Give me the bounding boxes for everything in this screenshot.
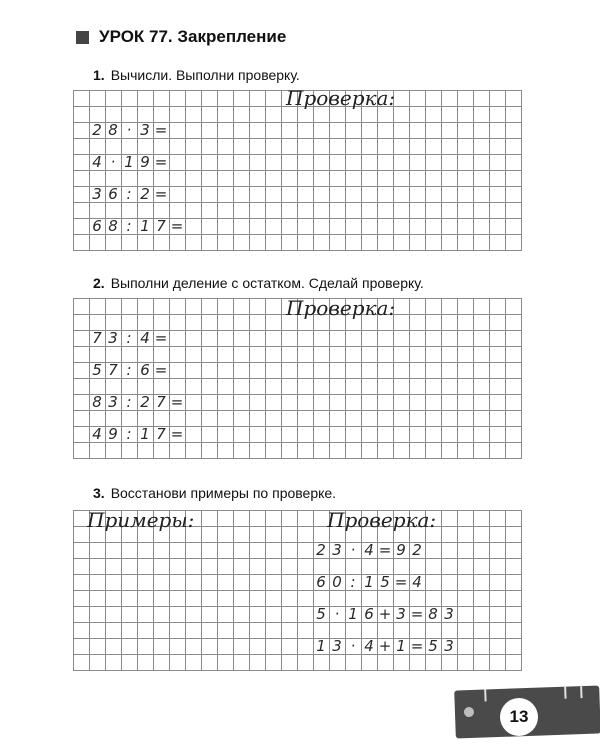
task-2-example-4 <box>89 426 185 442</box>
task-1-heading <box>93 67 300 83</box>
cell-char: 3 <box>444 637 454 655</box>
cell-char: 2 <box>140 393 150 411</box>
cell-char: = <box>410 637 424 655</box>
ruler-tick <box>580 686 582 698</box>
cell-char: 3 <box>332 541 342 559</box>
task-1-grid[interactable] <box>73 86 522 251</box>
task-2-example-1 <box>89 330 169 346</box>
cell-char: + <box>378 637 392 655</box>
cell-char: : <box>126 185 132 203</box>
cell-char: · <box>350 637 356 655</box>
task-2-example-2 <box>89 362 169 378</box>
cell-char: 4 <box>140 329 150 347</box>
cell-char: 9 <box>396 541 406 559</box>
cell-char: 8 <box>428 605 438 623</box>
cell-char: 5 <box>380 573 390 591</box>
cell-char: : <box>350 573 356 591</box>
task-3-number: 3. <box>93 485 105 501</box>
cell-char: 3 <box>332 637 342 655</box>
cell-char: 2 <box>92 121 102 139</box>
task-1-example-2 <box>89 154 169 170</box>
cell-char: = <box>170 425 184 443</box>
cell-char: : <box>126 425 132 443</box>
task-3-check-3 <box>313 606 457 622</box>
task-3-examples-label: Примеры: <box>87 508 195 532</box>
cell-char: 0 <box>332 573 342 591</box>
cell-char: 6 <box>316 573 326 591</box>
cell-char: 6 <box>140 361 150 379</box>
task-2-heading <box>93 275 424 291</box>
cell-char: 1 <box>140 217 150 235</box>
cell-char: 1 <box>124 153 134 171</box>
cell-char: 3 <box>444 605 454 623</box>
cell-char: 7 <box>92 329 102 347</box>
task-1-number: 1. <box>93 67 105 83</box>
cell-char: = <box>154 185 168 203</box>
cell-char: = <box>154 153 168 171</box>
task-2-check-label: Проверка: <box>286 296 396 320</box>
cell-char: · <box>350 541 356 559</box>
task-1-check-label: Проверка: <box>286 86 396 110</box>
task-3-instruction: Восстанови примеры по проверке. <box>110 485 337 501</box>
cell-char: = <box>154 361 168 379</box>
page-number <box>500 698 538 736</box>
cell-char: 4 <box>364 637 374 655</box>
cell-char: 2 <box>140 185 150 203</box>
cell-char: 4 <box>412 573 422 591</box>
task-2-instruction: Выполни деление с остатком. Сделай проверку. <box>110 275 424 291</box>
cell-char: 8 <box>108 121 118 139</box>
ruler-tick <box>564 687 566 699</box>
cell-char: = <box>394 573 408 591</box>
cell-char: = <box>154 121 168 139</box>
lesson-title <box>76 27 286 47</box>
cell-char: 3 <box>92 185 102 203</box>
cell-char: 8 <box>92 393 102 411</box>
cell-char: 5 <box>316 605 326 623</box>
cell-char: 7 <box>108 361 118 379</box>
task-1-instruction: Вычисли. Выполни проверку. <box>110 67 300 83</box>
cell-char: 3 <box>396 605 406 623</box>
cell-char: 3 <box>108 393 118 411</box>
cell-char: 1 <box>316 637 326 655</box>
cell-char: · <box>110 153 116 171</box>
task-1-example-1 <box>89 122 169 138</box>
page-number-text: 13 <box>509 707 529 726</box>
cell-char: 1 <box>140 425 150 443</box>
cell-char: · <box>126 121 132 139</box>
task-3-check-1 <box>313 542 425 558</box>
cell-char: 2 <box>412 541 422 559</box>
cell-char: 7 <box>156 425 166 443</box>
task-2-number: 2. <box>93 275 105 291</box>
task-3-grid[interactable] <box>73 510 522 671</box>
task-2-grid[interactable] <box>73 298 522 459</box>
cell-char: 9 <box>108 425 118 443</box>
cell-char: = <box>378 541 392 559</box>
cell-char: · <box>334 605 340 623</box>
cell-char: 1 <box>348 605 358 623</box>
cell-char: 1 <box>396 637 406 655</box>
cell-char: : <box>126 393 132 411</box>
cell-char: 3 <box>140 121 150 139</box>
cell-char: 4 <box>364 541 374 559</box>
cell-char: 4 <box>92 425 102 443</box>
cell-char: 6 <box>364 605 374 623</box>
cell-char: 7 <box>156 217 166 235</box>
task-2-example-3 <box>89 394 185 410</box>
task-3-check-4 <box>313 638 457 654</box>
cell-char: 1 <box>364 573 374 591</box>
task-3-check-2 <box>313 574 425 590</box>
cell-char: 8 <box>108 217 118 235</box>
cell-char: 2 <box>316 541 326 559</box>
cell-char: 6 <box>92 217 102 235</box>
cell-char: 5 <box>92 361 102 379</box>
cell-char: 6 <box>108 185 118 203</box>
cell-char: = <box>170 393 184 411</box>
cell-char: = <box>154 329 168 347</box>
cell-char: 9 <box>140 153 150 171</box>
cell-char: = <box>170 217 184 235</box>
task-3-heading <box>93 485 336 501</box>
task-1-example-4 <box>89 218 185 234</box>
cell-char: : <box>126 361 132 379</box>
cell-char: : <box>126 329 132 347</box>
task-1-example-3 <box>89 186 169 202</box>
cell-char: 3 <box>108 329 118 347</box>
cell-char: = <box>410 605 424 623</box>
cell-char: 4 <box>92 153 102 171</box>
cell-char: : <box>126 217 132 235</box>
task-3-check-label: Проверка: <box>327 508 437 532</box>
ruler-hole-icon <box>464 707 474 717</box>
cell-char: 7 <box>156 393 166 411</box>
cell-char: + <box>378 605 392 623</box>
lesson-title-text: УРОК 77. Закрепление <box>99 27 287 46</box>
section-square-icon <box>76 31 89 44</box>
cell-char: 5 <box>428 637 438 655</box>
ruler-tick <box>484 689 486 701</box>
